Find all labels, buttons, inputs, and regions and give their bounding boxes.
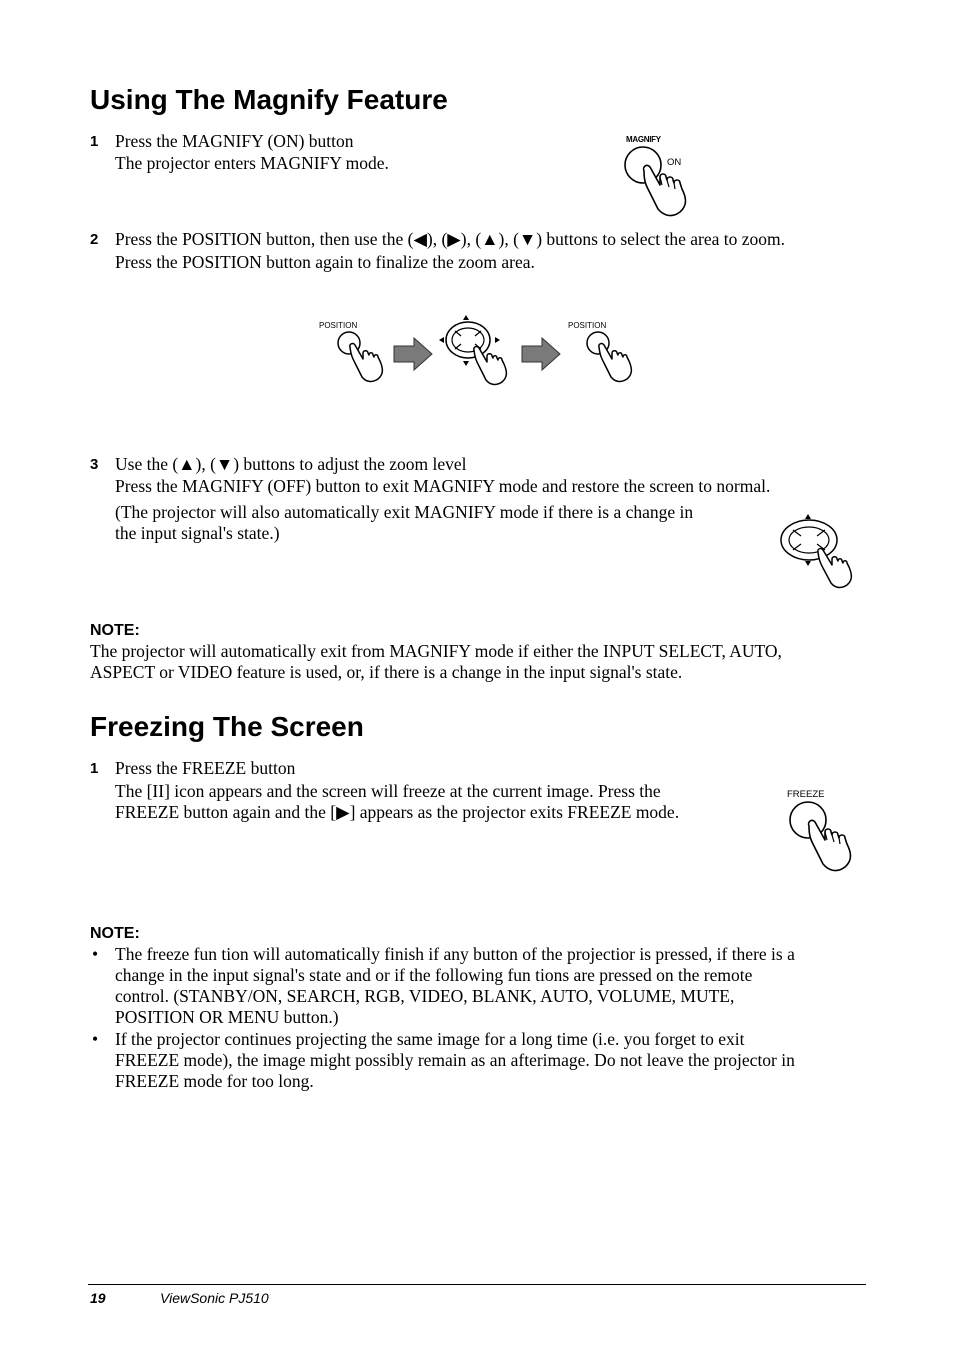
direction-pad-hand-icon: [436, 312, 516, 392]
note-text: FREEZE mode for too long.: [115, 1071, 314, 1091]
note-text: ASPECT or VIDEO feature is used, or, if there is a change in the input signal's state.: [90, 662, 683, 682]
step-text: Press the POSITION button again to finalize the zoom area.: [115, 252, 535, 272]
right-arrow-icon: [520, 336, 562, 372]
freeze-button-hand-icon: [786, 800, 866, 875]
page-number: 19: [90, 1290, 106, 1306]
position-button-hand-icon: [334, 330, 394, 386]
note-text: FREEZE mode), the image might possibly remain as an afterimage. Do not leave the projector in: [115, 1050, 795, 1070]
note-text: control. (STANBY/ON, SEARCH, RGB, VIDEO, BLANK, AUTO, VOLUME, MUTE,: [115, 986, 735, 1006]
step-text: Press the FREEZE button: [115, 758, 296, 778]
freeze-button-label: FREEZE: [787, 789, 825, 800]
footer-divider: [88, 1284, 866, 1285]
note-heading: NOTE:: [90, 925, 140, 942]
bullet: •: [92, 1029, 99, 1049]
note-text: change in the input signal's state and or if the following fun tions are pressed on the remote: [115, 965, 753, 985]
step-text: Press the MAGNIFY (ON) button: [115, 131, 354, 151]
position-button-label: POSITION: [319, 321, 358, 330]
step-number: 2: [90, 231, 99, 248]
position-button-hand-icon: [583, 330, 643, 386]
magnify-button-label: MAGNIFY: [626, 135, 661, 144]
note-text: The freeze fun tion will automatically finish if any button of the projectior is pressed, if there is a: [115, 944, 795, 964]
right-arrow-icon: [392, 336, 434, 372]
step-number: 1: [90, 760, 99, 777]
note-text: If the projector continues projecting the same image for a long time (i.e. you forget to exit: [115, 1029, 745, 1049]
step-text: Press the POSITION button, then use the (◀), (▶), (▲), (▼) buttons to select the area to zoom.: [115, 229, 786, 249]
up-down-pad-hand-icon: [776, 510, 862, 596]
product-name: ViewSonic PJ510: [160, 1290, 269, 1306]
step-text: the input signal's state.): [115, 523, 280, 543]
section-title-freeze: Freezing The Screen: [90, 711, 364, 742]
magnify-button-hand-icon: [620, 145, 700, 220]
step-text: Press the MAGNIFY (OFF) button to exit MAGNIFY mode and restore the screen to normal.: [115, 476, 771, 496]
position-button-label: POSITION: [568, 321, 607, 330]
step-text: The [II] icon appears and the screen will freeze at the current image. Press the: [115, 781, 661, 801]
note-text: POSITION OR MENU button.): [115, 1007, 339, 1027]
bullet: •: [92, 944, 99, 964]
note-heading: NOTE:: [90, 622, 140, 639]
step-text: The projector enters MAGNIFY mode.: [115, 153, 389, 173]
section-title-magnify: Using The Magnify Feature: [90, 84, 448, 115]
step-text: (The projector will also automatically exit MAGNIFY mode if there is a change in: [115, 502, 694, 522]
note-text: The projector will automatically exit from MAGNIFY mode if either the INPUT SELECT, AUTO,: [90, 641, 782, 661]
step-text: Use the (▲), (▼) buttons to adjust the zoom level: [115, 454, 467, 474]
step-text: FREEZE button again and the [▶] appears as the projector exits FREEZE mode.: [115, 802, 680, 822]
magnify-on-label: ON: [667, 157, 682, 168]
step-number: 3: [90, 456, 99, 473]
step-number: 1: [90, 133, 99, 150]
